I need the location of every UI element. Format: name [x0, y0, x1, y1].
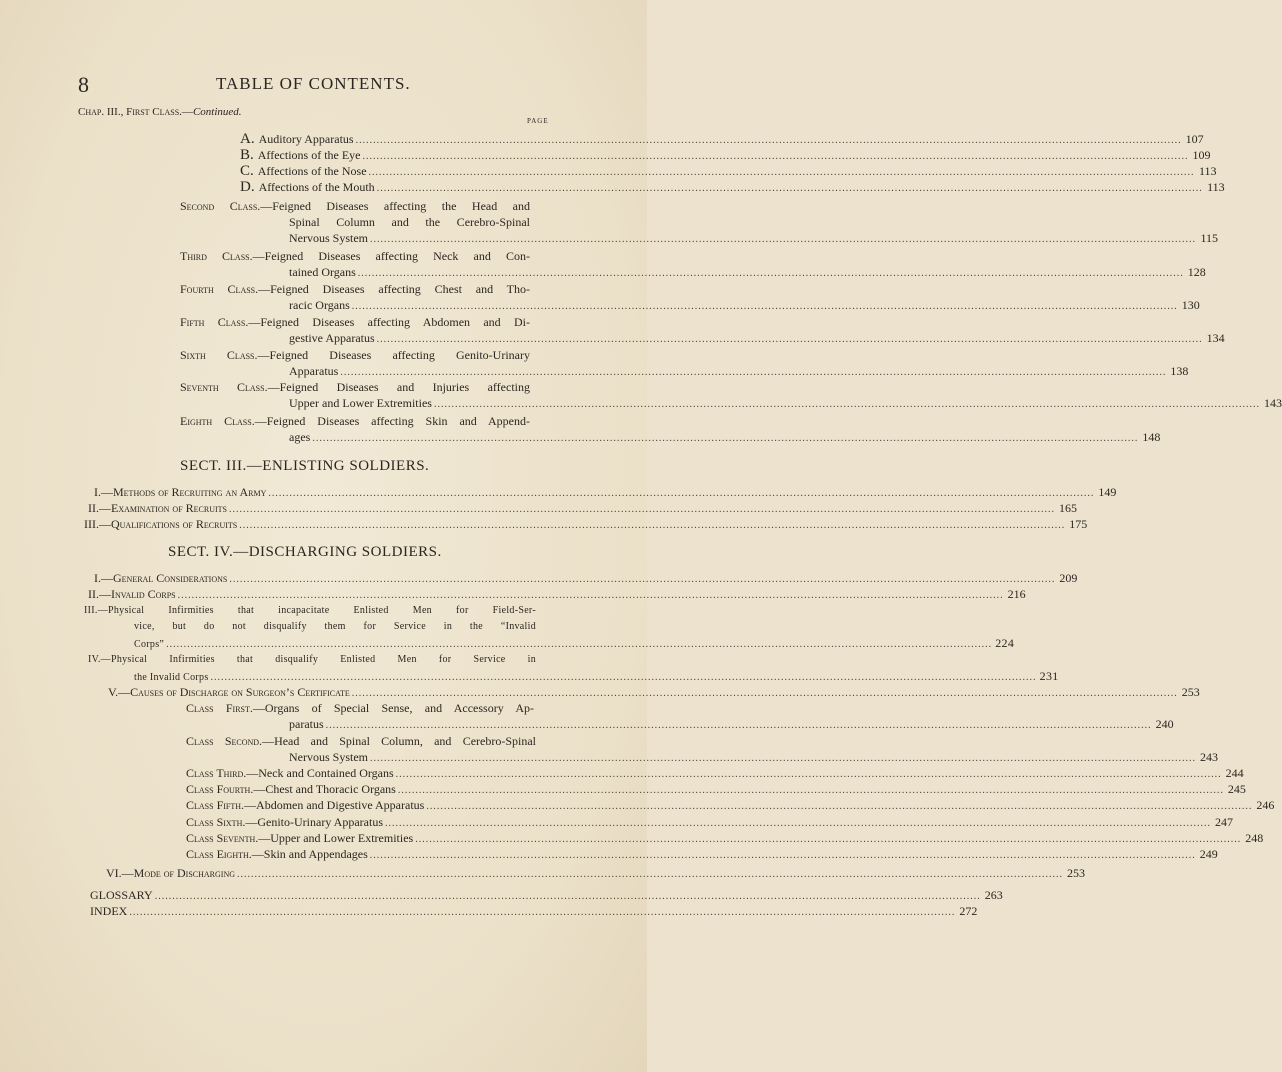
leader-dots: ............................................................................................................................................................................................................................................: [370, 234, 1196, 245]
entry-title: INDEX: [90, 904, 128, 918]
entry-page: 216: [1007, 587, 1026, 601]
leader-dots: ............................................................................................................................................................................................................................................: [357, 268, 1184, 279]
section-title: SECT. III.—ENLISTING SOLDIERS.: [180, 458, 430, 474]
class-head: Class Seventh.: [186, 831, 259, 845]
leader-dots: ............................................................................................................................................................................................................................................: [129, 907, 956, 918]
toc-entry[interactable]: [240, 179, 1225, 197]
class-head: Class Eighth.: [186, 847, 252, 861]
entry-page: 246: [1256, 798, 1275, 812]
chapter-heading: [78, 106, 242, 118]
class-head: Class Fifth.: [186, 798, 245, 812]
class-head: Class Second.: [186, 734, 263, 748]
entry-page: 130: [1181, 298, 1200, 312]
entry-title: Upper and Lower Extremities: [289, 396, 432, 410]
class-head: Seventh Class.: [180, 380, 268, 394]
entry-title: Affections of the Nose: [257, 164, 367, 178]
class-entry-line[interactable]: [180, 248, 530, 264]
class-text: —Feigned Diseases affecting Skin and Append-: [254, 414, 531, 428]
entry-title: Apparatus: [289, 364, 339, 378]
entry-page: 113: [1198, 164, 1217, 178]
leader-dots: ............................................................................................................................................................................................................................................: [385, 818, 1211, 829]
entry-title: tained Organs: [289, 265, 356, 279]
leader-dots: ............................................................................................................................................................................................................................................: [210, 672, 1037, 683]
class-head: Class Third.: [186, 766, 247, 780]
chapter-heading-lead: Chap. III., First Class.—: [78, 106, 193, 118]
entry-letter: C.: [240, 163, 254, 179]
entry-title: II.—Invalid Corps: [88, 587, 176, 601]
entry-letter: D.: [240, 179, 255, 195]
leader-dots: ............................................................................................................................................................................................................................................: [433, 399, 1260, 410]
entry-page: 115: [1200, 231, 1218, 245]
entry-title: III.—Qualifications of Recruits: [84, 517, 238, 531]
entry-title: Auditory Apparatus: [258, 132, 354, 146]
entry-page: 244: [1225, 766, 1244, 780]
class-head: Fifth Class.: [180, 315, 249, 329]
class-head: Class Fourth.: [186, 782, 254, 796]
leader-dots: ............................................................................................................................................................................................................................................: [426, 801, 1253, 812]
leader-dots: ............................................................................................................................................................................................................................................: [268, 488, 1095, 499]
entry-title: Affections of the Mouth: [258, 180, 375, 194]
leader-dots: ............................................................................................................................................................................................................................................: [370, 753, 1196, 764]
entry-title: —Genito-Urinary Apparatus: [245, 815, 383, 829]
entry-page: 249: [1199, 847, 1218, 861]
running-title: TABLE OF CONTENTS.: [216, 74, 411, 93]
index-entry[interactable]: [90, 903, 978, 921]
class-head: Fourth Class.: [180, 282, 259, 296]
class-text: —Head and Spinal Column, and Cerebro-Spinal: [262, 734, 537, 748]
entry-page: 149: [1098, 485, 1117, 499]
leader-dots: ............................................................................................................................................................................................................................................: [395, 769, 1222, 780]
entry-title: II.—Examination of Recruits: [88, 501, 227, 515]
toc-entry[interactable]: [88, 586, 1026, 604]
leader-dots: ............................................................................................................................................................................................................................................: [376, 334, 1203, 345]
class-entry-line[interactable]: [186, 700, 534, 716]
page-column-label: PAGE: [527, 117, 549, 125]
entry-title: ages: [289, 430, 311, 444]
entry-page: 175: [1069, 517, 1088, 531]
toc-entry[interactable]: [289, 264, 1206, 282]
entry-page: 109: [1192, 148, 1211, 162]
entry-title: —Chest and Thoracic Organs: [253, 782, 396, 796]
chapter-heading-continued: Continued.: [192, 106, 242, 118]
class-entry-line[interactable]: [180, 281, 530, 297]
entry-page: 143: [1263, 396, 1282, 410]
class-head: Second Class.: [180, 199, 261, 213]
entry-page: 113: [1207, 180, 1225, 194]
leader-dots: ............................................................................................................................................................................................................................................: [239, 520, 1066, 531]
toc-entry[interactable]: [84, 516, 1088, 534]
entry-title: the Invalid Corps: [134, 672, 209, 683]
entry-title: Nervous System: [289, 750, 368, 764]
class-entry-line[interactable]: [180, 347, 530, 363]
toc-entry[interactable]: [134, 635, 1015, 653]
section-title: SECT. IV.—DISCHARGING SOLDIERS.: [168, 544, 442, 560]
entry-page: 128: [1187, 265, 1206, 279]
entry-title: Nervous System: [289, 231, 368, 245]
leader-dots: ............................................................................................................................................................................................................................................: [340, 367, 1167, 378]
class-text: —Feigned Diseases affecting Abdomen and Di-: [248, 315, 530, 329]
leader-dots: ............................................................................................................................................................................................................................................: [312, 433, 1139, 444]
leader-dots: ............................................................................................................................................................................................................................................: [415, 834, 1242, 845]
class-entry-line[interactable]: [180, 379, 530, 395]
entry-page: 240: [1155, 717, 1174, 731]
leader-dots: ............................................................................................................................................................................................................................................: [355, 135, 1182, 146]
entry-page: 247: [1215, 815, 1233, 829]
class-head: Eighth Class.: [180, 414, 255, 428]
class-entry-line: Spinal Column and the Cerebro-Spinal: [289, 215, 530, 229]
leader-dots: ............................................................................................................................................................................................................................................: [368, 167, 1195, 178]
entry-page: 107: [1185, 132, 1204, 146]
entry-page: 148: [1142, 430, 1161, 444]
entry-title: paratus: [289, 717, 324, 731]
class-text: —Feigned Diseases affecting Chest and Tho-: [258, 282, 530, 296]
class-entry-line[interactable]: [180, 413, 530, 429]
leader-dots: ............................................................................................................................................................................................................................................: [237, 869, 1064, 880]
entry-title: Corps”: [134, 639, 165, 650]
leader-dots: ............................................................................................................................................................................................................................................: [229, 574, 1056, 585]
toc-entry[interactable]: [106, 865, 1086, 883]
class-head: Third Class.: [180, 249, 253, 263]
entry-page: 272: [959, 904, 978, 918]
toc-entry[interactable]: [186, 797, 1275, 815]
leader-dots: ............................................................................................................................................................................................................................................: [376, 183, 1203, 194]
toc-entry-line[interactable]: III.—Physical Infirmities that incapacitate Enlisted Men for Field-Ser-: [84, 605, 536, 616]
leader-dots: ............................................................................................................................................................................................................................................: [229, 504, 1055, 515]
class-head: Class First.: [186, 701, 253, 715]
entry-title: VI.—Mode of Discharging: [106, 866, 236, 880]
leader-dots: ............................................................................................................................................................................................................................................: [351, 301, 1178, 312]
entry-title: —Abdomen and Digestive Apparatus: [244, 798, 425, 812]
toc-entry-line: vice, but do not disqualify them for Service in the “Invalid: [134, 621, 536, 632]
class-text: —Feigned Diseases affecting Neck and Con-: [252, 249, 530, 263]
entry-page: 224: [995, 636, 1015, 650]
toc-entry[interactable]: [289, 429, 1161, 447]
entry-page: 253: [1067, 866, 1086, 880]
entry-letter: B.: [240, 147, 254, 163]
class-entry-line[interactable]: [180, 314, 530, 330]
toc-entry-line[interactable]: IV.—Physical Infirmities that disqualify Enlisted Men for Service in: [88, 654, 536, 665]
class-entry-line[interactable]: [186, 733, 536, 749]
leader-dots: ............................................................................................................................................................................................................................................: [325, 720, 1152, 731]
class-head: Sixth Class.: [180, 348, 258, 362]
toc-entry[interactable]: [289, 716, 1174, 734]
page-number: 8: [78, 72, 89, 97]
entry-page: 134: [1206, 331, 1225, 345]
entry-letter: A.: [240, 131, 255, 147]
entry-title: racic Organs: [289, 298, 350, 312]
entry-title: —Neck and Contained Organs: [246, 766, 394, 780]
entry-title: I.—General Considerations: [94, 571, 228, 585]
entry-page: 248: [1245, 831, 1264, 845]
leader-dots: ............................................................................................................................................................................................................................................: [397, 785, 1224, 796]
entry-page: 209: [1059, 571, 1078, 585]
entry-title: —Upper and Lower Extremities: [258, 831, 414, 845]
leader-dots: ............................................................................................................................................................................................................................................: [351, 688, 1178, 699]
leader-dots: ............................................................................................................................................................................................................................................: [154, 891, 981, 902]
class-text: —Feigned Diseases affecting the Head and: [260, 199, 531, 213]
toc-entry[interactable]: [289, 297, 1200, 315]
toc-entry[interactable]: [186, 846, 1218, 864]
leader-dots: ............................................................................................................................................................................................................................................: [362, 151, 1189, 162]
toc-entry[interactable]: [289, 395, 1282, 413]
entry-title: V.—Causes of Discharge on Surgeon’s Certificate: [108, 685, 350, 699]
page-header: [78, 72, 568, 98]
entry-title: Affections of the Eye: [257, 148, 361, 162]
entry-page: 138: [1170, 364, 1189, 378]
entry-page: 263: [984, 888, 1003, 902]
entry-title: —Skin and Appendages: [251, 847, 368, 861]
entry-page: 165: [1059, 501, 1077, 515]
leader-dots: ............................................................................................................................................................................................................................................: [166, 639, 993, 650]
class-head: Class Sixth.: [186, 815, 246, 829]
entry-title: GLOSSARY: [90, 888, 153, 902]
entry-page: 231: [1039, 669, 1059, 683]
leader-dots: ............................................................................................................................................................................................................................................: [369, 850, 1196, 861]
entry-title: I.—Methods of Recruiting an Army: [94, 485, 267, 499]
class-entry-line[interactable]: [180, 198, 530, 214]
entry-title: gestive Apparatus: [289, 331, 375, 345]
class-text: —Feigned Diseases and Injuries affecting: [267, 380, 530, 394]
leader-dots: ............................................................................................................................................................................................................................................: [177, 590, 1004, 601]
entry-page: 243: [1200, 750, 1218, 764]
entry-page: 245: [1227, 782, 1246, 796]
entry-page: 253: [1181, 685, 1200, 699]
class-text: —Feigned Diseases affecting Genito-Urinary: [257, 348, 530, 362]
class-text: —Organs of Special Sense, and Accessory Ap-: [252, 701, 535, 715]
toc-entry[interactable]: [289, 230, 1218, 248]
toc-entry[interactable]: [289, 330, 1225, 348]
